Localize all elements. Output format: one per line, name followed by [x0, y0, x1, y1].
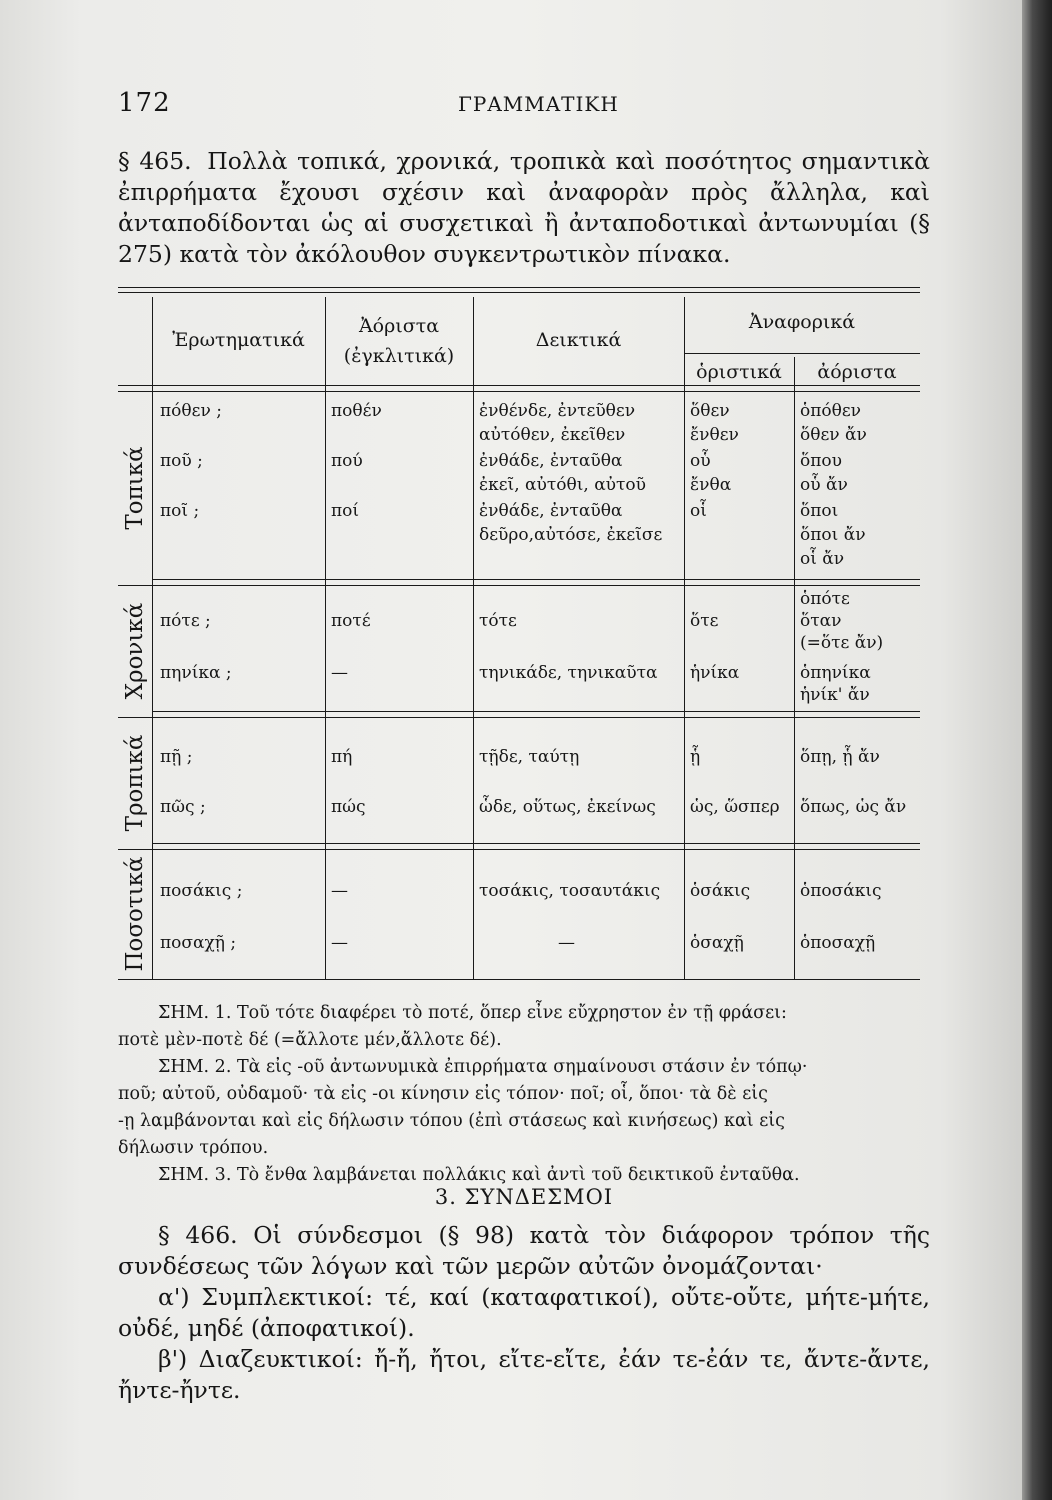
- cell-indefinite: —: [331, 933, 348, 953]
- cell-relative-indefinite: ὁποσαχῇ: [800, 933, 876, 953]
- cell-relative-indefinite: ὅπου: [800, 451, 842, 471]
- cell-relative-indefinite: ὅπῃ, ᾗ ἄν: [800, 747, 880, 767]
- cell-relative-definite: ἔνθεν: [690, 425, 739, 445]
- cell-interrogative: ποσαχῇ ;: [160, 933, 237, 953]
- cell-indefinite: ποί: [331, 501, 360, 521]
- cell-relative-indefinite: ἡνίκ' ἄν: [800, 685, 870, 705]
- note-2-line-1: ΣΗΜ. 2. Τὰ εἰς -οῦ ἀντωνυμικὰ ἐπιρρήματα σημαίνουσι στάσιν ἐν τόπῳ·: [158, 1057, 808, 1077]
- cell-relative-definite: ἔνθα: [690, 475, 732, 495]
- cell-demonstrative: τῇδε, ταύτῃ: [479, 747, 580, 767]
- cell-relative-definite: ὡς, ὥσπερ: [690, 797, 780, 817]
- cell-demonstrative: ἐνθάδε, ἐνταῦθα: [479, 451, 623, 471]
- notes: [118, 1000, 930, 1189]
- cell-demonstrative: —: [558, 933, 575, 953]
- note-2-line-2: ποῦ; αὐτοῦ, οὐδαμοῦ· τὰ εἰς -οι κίνησιν εἰς τόπον· ποῖ; οἷ, ὅποι· τὰ δὲ εἰς: [118, 1084, 768, 1104]
- cell-interrogative: πῇ ;: [160, 747, 193, 767]
- header-indefinite-sub: (ἐγκλιτικά): [343, 345, 455, 367]
- header-relative: Ἀναφορικά: [748, 311, 856, 333]
- cell-relative-definite: ἡνίκα: [690, 663, 740, 683]
- cell-indefinite: ποθέν: [331, 401, 382, 421]
- page-header: [118, 88, 918, 122]
- group-label-quantity: Ποσοτικά: [122, 856, 148, 972]
- adverb-correlation-table: [118, 287, 920, 982]
- cell-demonstrative: τότε: [479, 611, 517, 631]
- cell-indefinite: πού: [331, 451, 363, 471]
- section-number: § 465.: [118, 147, 192, 175]
- cell-relative-definite: οὗ: [690, 451, 711, 471]
- cell-relative-indefinite: ὅθεν ἄν: [800, 425, 867, 445]
- group-label-local: Τοπικά: [122, 446, 148, 530]
- section-heading-conjunctions: 3. ΣΥΝΔΕΣΜΟΙ: [434, 1185, 614, 1209]
- cell-relative-indefinite: (=ὅτε ἄν): [800, 633, 884, 653]
- cell-relative-definite: ὁσάκις: [690, 881, 751, 901]
- cell-relative-indefinite: οἷ ἄν: [800, 549, 845, 569]
- cell-interrogative: πόθεν ;: [160, 401, 222, 421]
- cell-relative-definite: ὅτε: [690, 611, 719, 631]
- header-indefinite: Ἀόριστα: [358, 315, 440, 337]
- cell-interrogative: πῶς ;: [160, 797, 206, 817]
- cell-indefinite: πώς: [331, 797, 366, 817]
- cell-relative-indefinite: ὁπότε: [800, 589, 850, 609]
- note-2-line-3: -ῃ λαμβάνονται καὶ εἰς δήλωσιν τόπου (ἐπὶ στάσεως καὶ κινήσεως) καὶ εἰς: [118, 1111, 785, 1131]
- running-title: ΓΡΑΜΜΑΤΙΚΗ: [458, 92, 619, 116]
- cell-demonstrative: ὧδε, οὕτως, ἐκείνως: [479, 797, 656, 817]
- note-2-line-4: δήλωσιν τρόπου.: [118, 1138, 269, 1158]
- cell-relative-indefinite: ὅποι: [800, 501, 839, 521]
- paragraph-465: § 465. Πολλὰ τοπικά, χρονικά, τροπικὰ καὶ ποσότητος σημαντικὰ ἐπιρρήματα ἔχουσι σχέσιν καὶ ἀναφορὰν πρὸς ἄλληλα, καὶ ἀνταποδίδονται ὡς αἱ συσχετικαὶ ἢ ἀνταποδοτικαὶ ἀντωνυμίαι (§ 275) κατὰ τὸν ἀκόλουθον συγκεντρωτικὸν πίνακα.: [118, 147, 930, 268]
- cell-relative-indefinite: ὁπόθεν: [800, 401, 862, 421]
- cell-indefinite: —: [331, 881, 348, 901]
- header-relative-definite: ὁριστικά: [696, 361, 782, 383]
- cell-demonstrative: ἐκεῖ, αὐτόθι, αὐτοῦ: [479, 475, 646, 495]
- cell-relative-indefinite: ὁπηνίκα: [800, 663, 871, 683]
- cell-relative-definite: ᾗ: [690, 747, 701, 767]
- group-label-modal: Τροπικά: [122, 734, 148, 832]
- note-3: ΣΗΜ. 3. Τὸ ἔνθα λαμβάνεται πολλάκις καὶ ἀντὶ τοῦ δεικτικοῦ ἐνταῦθα.: [158, 1165, 800, 1185]
- cell-indefinite: —: [331, 663, 348, 683]
- cell-demonstrative: τοσάκις, τοσαυτάκις: [479, 881, 661, 901]
- cell-interrogative: ποῦ ;: [160, 451, 203, 471]
- note-1-line-1: ΣΗΜ. 1. Τοῦ τότε διαφέρει τὸ ποτέ, ὅπερ εἶνε εὔχρηστον ἐν τῇ φράσει:: [158, 1003, 787, 1023]
- paragraph-466-intro: § 466. Οἱ σύνδεσμοι (§ 98) κατὰ τὸν διάφορον τρόπον τῆς συνδέσεως τῶν λόγων καὶ τῶν μερῶν αὐτῶν ὀνομάζονται·: [118, 1221, 930, 1280]
- note-1-line-2: ποτὲ μὲν-ποτὲ δέ (=ἄλλοτε μέν,ἄλλοτε δέ).: [118, 1030, 502, 1050]
- cell-indefinite: ποτέ: [331, 611, 371, 631]
- book-spine-shadow: [1022, 0, 1052, 1500]
- header-demonstrative: Δεικτικά: [535, 329, 622, 351]
- cell-interrogative: πηνίκα ;: [160, 663, 232, 683]
- cell-relative-indefinite: ὅποι ἄν: [800, 525, 866, 545]
- cell-relative-indefinite: οὗ ἄν: [800, 475, 848, 495]
- item-copulative: α') Συμπλεκτικοί: τέ, καί (καταφατικοί), οὔτε-οὔτε, μήτε-μήτε, οὐδέ, μηδέ (ἀποφατικοί).: [118, 1283, 930, 1342]
- cell-relative-definite: ὅθεν: [690, 401, 730, 421]
- item-disjunctive: β') Διαζευκτικοί: ἤ-ἤ, ἤτοι, εἴτε-εἴτε, ἐάν τε-ἐάν τε, ἄντε-ἄντε, ἤντε-ἤντε.: [118, 1345, 930, 1404]
- cell-relative-indefinite: ὁποσάκις: [800, 881, 882, 901]
- cell-indefinite: πή: [331, 747, 353, 767]
- header-interrogative: Ἐρωτηματικά: [172, 329, 305, 351]
- header-relative-indefinite: ἀόριστα: [817, 361, 897, 383]
- page-number: 172: [118, 88, 171, 118]
- group-label-temporal: Χρονικά: [122, 602, 148, 700]
- cell-demonstrative: ἐνθένδε, ἐντεῦθεν: [479, 401, 636, 421]
- cell-interrogative: ποῖ ;: [160, 501, 200, 521]
- paragraph-466: [118, 1220, 930, 1406]
- cell-demonstrative: τηνικάδε, τηνικαῦτα: [479, 663, 658, 683]
- cell-demonstrative: αὐτόθεν, ἐκεῖθεν: [479, 425, 626, 445]
- cell-demonstrative: ἐνθάδε, ἐνταῦθα: [479, 501, 623, 521]
- cell-relative-definite: ὁσαχῇ: [690, 933, 744, 953]
- cell-relative-indefinite: ὅπως, ὡς ἄν: [800, 797, 907, 817]
- cell-interrogative: ποσάκις ;: [160, 881, 243, 901]
- cell-interrogative: πότε ;: [160, 611, 211, 631]
- cell-relative-definite: οἷ: [690, 501, 707, 521]
- cell-relative-indefinite: ὅταν: [800, 611, 842, 631]
- cell-demonstrative: δεῦρο,αὐτόσε, ἐκεῖσε: [479, 525, 663, 545]
